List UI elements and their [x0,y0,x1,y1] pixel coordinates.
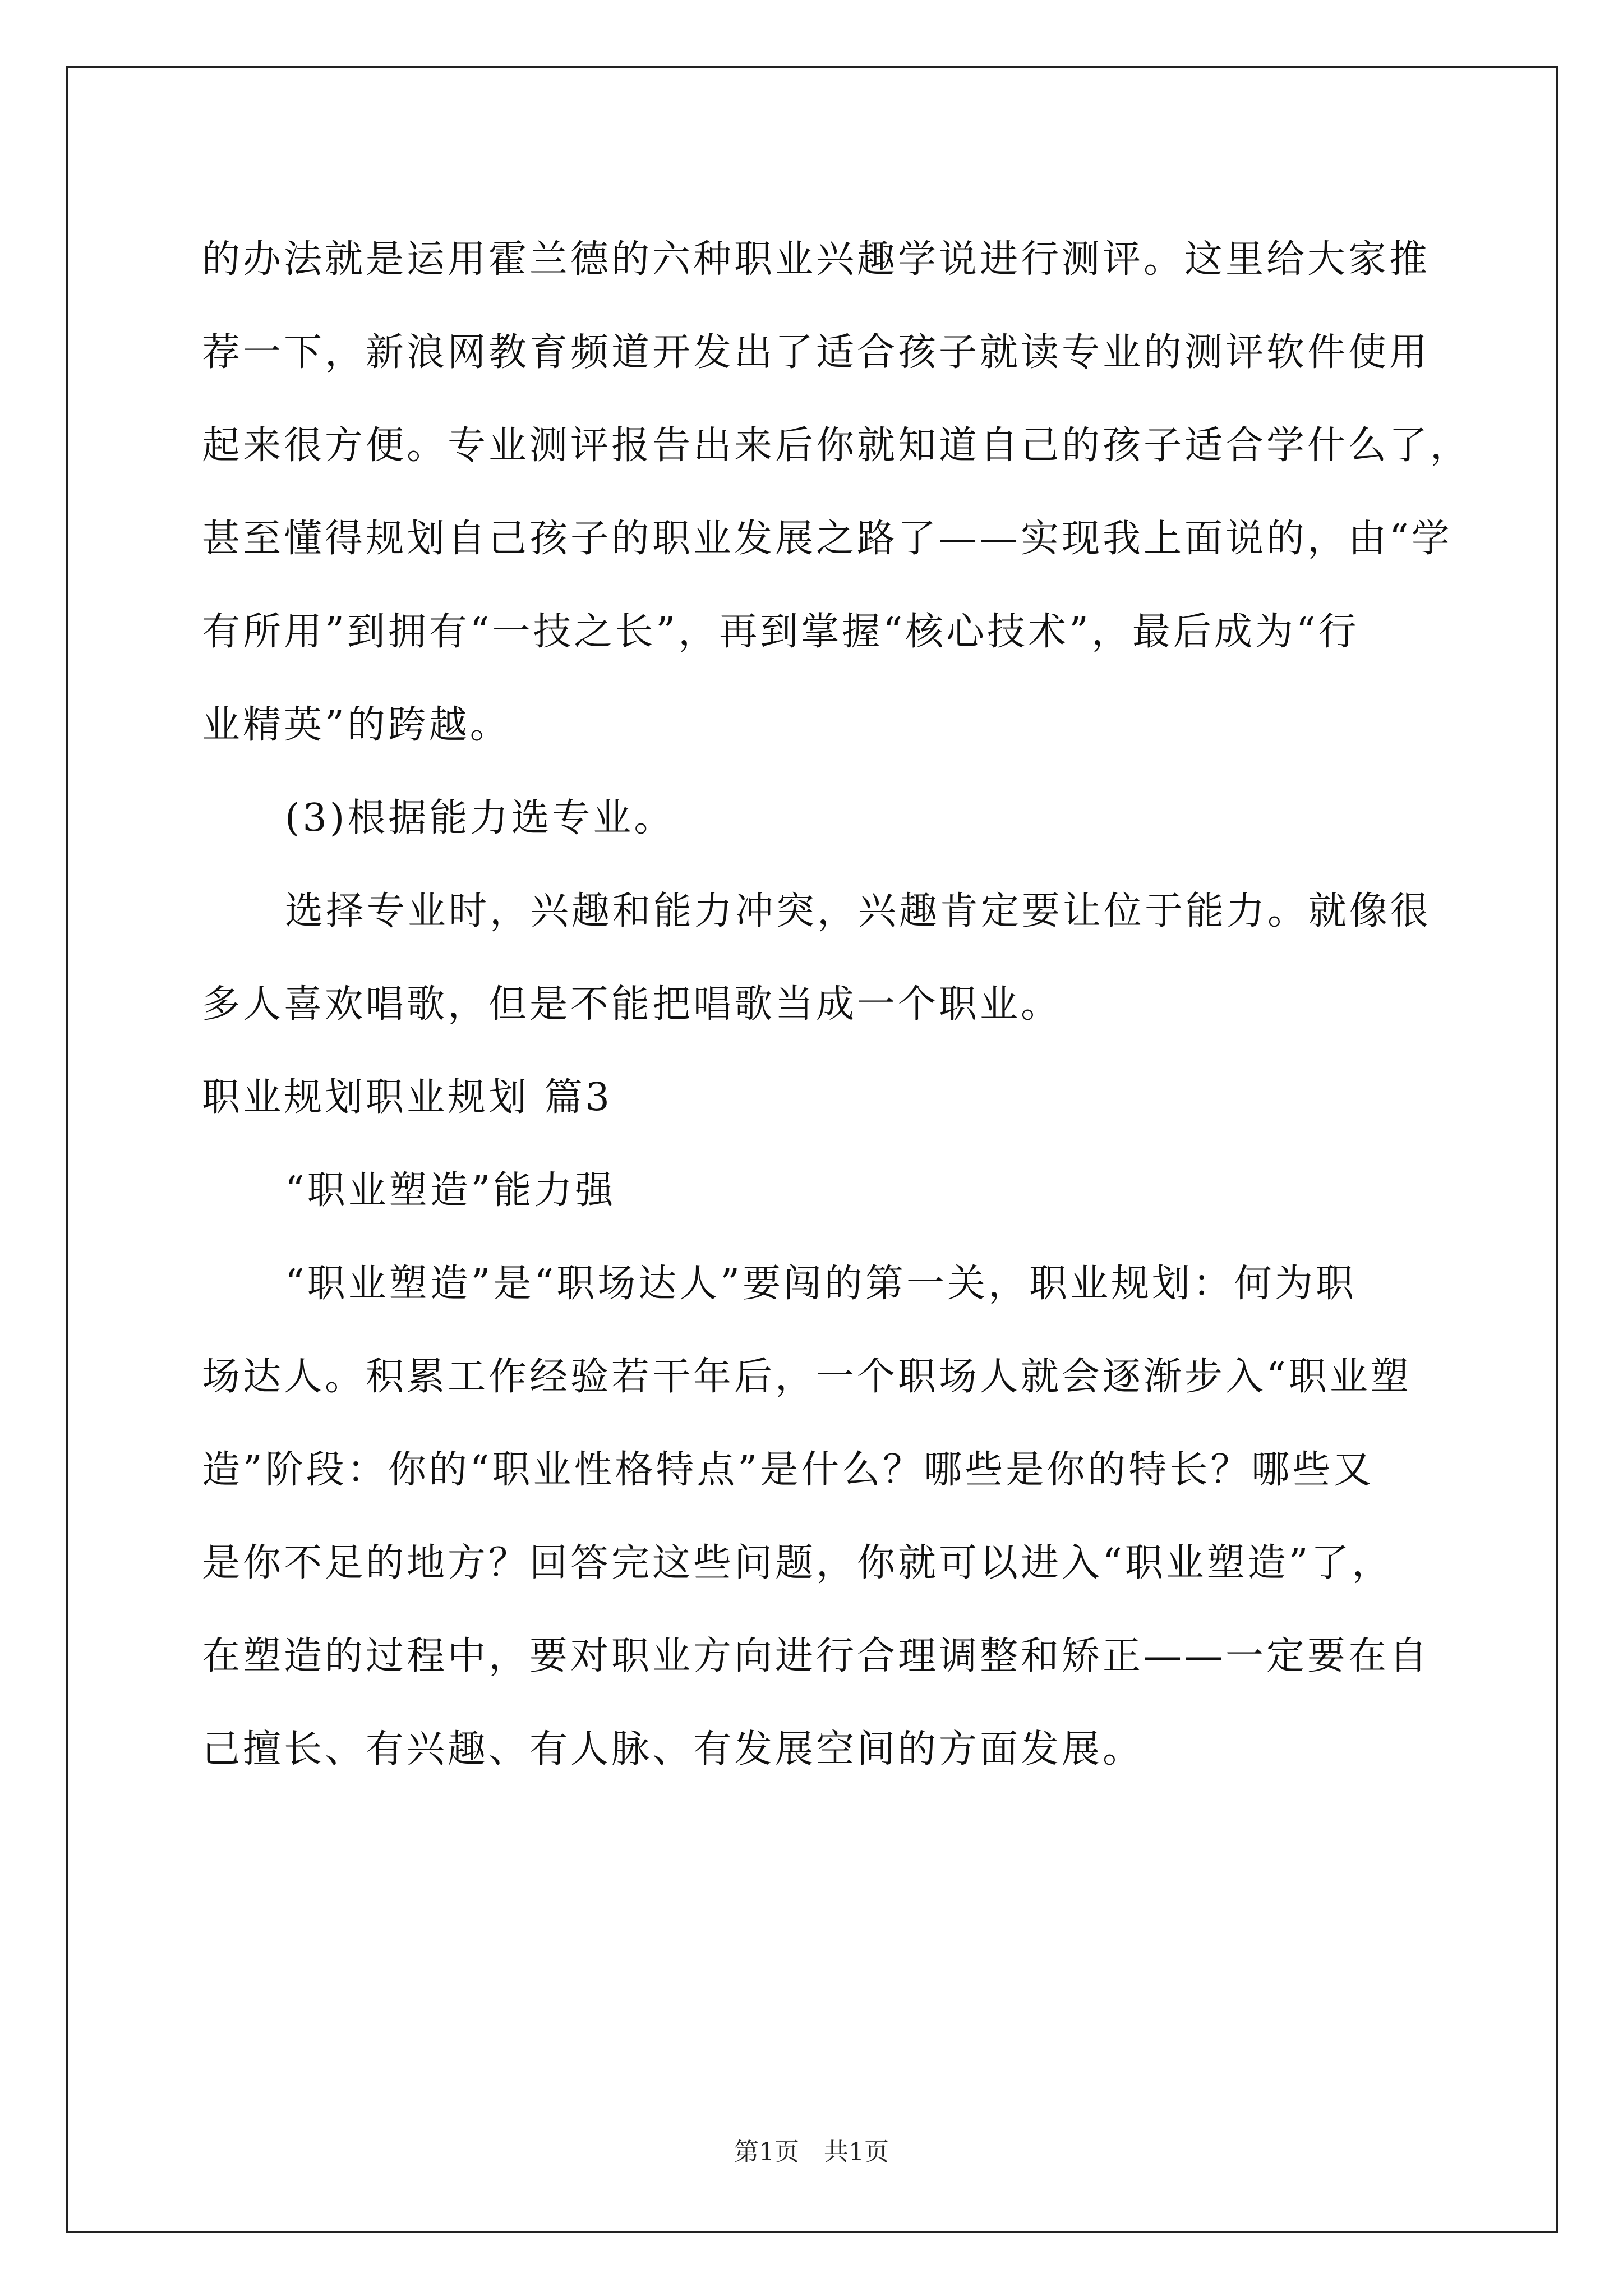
paragraph-line: 的办法就是运用霍兰德的六种职业兴趣学说进行测评。这里给大家推 [202,237,1431,282]
paragraph-line: 业精英”的跨越。 [202,703,511,747]
paragraph-line: 场达人。积累工作经验若干年后，一个职场人就会逐渐步入“职业塑 [202,1355,1412,1399]
paragraph-line: 造”阶段：你的“职业性格特点”是什么？哪些是你的特长？哪些又 [202,1448,1375,1492]
document-body [202,213,1472,1796]
paragraph-line: 多人喜欢唱歌，但是不能把唱歌当成一个职业。 [202,982,1062,1027]
paragraph-line: 是你不足的地方？回答完这些问题，你就可以进入“职业塑造”了， [202,1541,1393,1585]
paragraph-line: 己擅长、有兴趣、有人脉、有发展空间的方面发展。 [202,1727,1144,1772]
paragraph-line: 荐一下，新浪网教育频道开发出了适合孩子就读专业的测评软件使用 [202,330,1431,375]
paragraph-line: 有所用”到拥有“一技之长”，再到掌握“核心技术”，最后成为“行 [202,610,1359,654]
paragraph-line: 甚至懂得规划自己孩子的职业发展之路了——实现我上面说的，由“学 [202,517,1453,561]
paragraph-line: 在塑造的过程中，要对职业方向进行合理调整和矫正——一定要在自 [202,1634,1431,1678]
paragraph-line: 选择专业时，兴趣和能力冲突，兴趣肯定要让位于能力。就像很 [285,889,1432,933]
paragraph-line: “职业塑造”能力强 [285,1168,616,1213]
paragraph-line: “职业塑造”是“职场达人”要闯的第一关，职业规划：何为职 [285,1262,1357,1306]
section-heading: 职业规划职业规划 篇3 [202,1075,612,1120]
paragraph-line: 起来很方便。专业测评报告出来后你就知道自己的孩子适合学什么了， [202,424,1472,468]
page-footer: 第1页 共1页 [734,2138,889,2166]
paragraph-line: (3)根据能力选专业。 [285,796,675,840]
